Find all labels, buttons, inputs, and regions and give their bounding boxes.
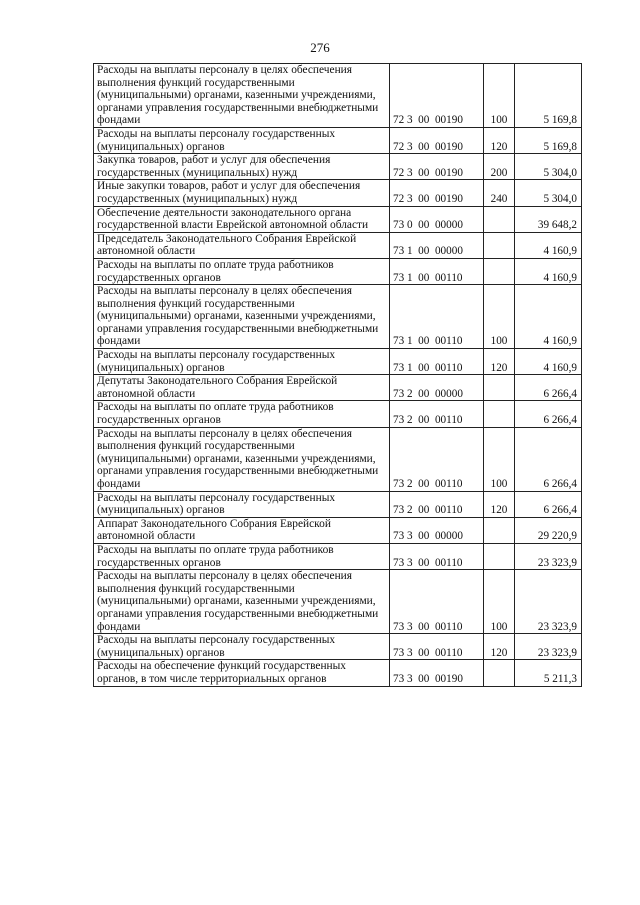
- row-expense-type: 100: [484, 285, 515, 349]
- table-row: [94, 401, 582, 427]
- row-amount: 39 648,2: [515, 206, 582, 232]
- row-amount: 5 169,8: [515, 64, 582, 128]
- row-expense-type: 120: [484, 349, 515, 375]
- row-amount: 4 160,9: [515, 258, 582, 284]
- row-classification-code: 72 3 00 00190: [390, 154, 484, 180]
- row-expense-type: [484, 232, 515, 258]
- row-description: Расходы на выплаты персоналу в целях обеспечения выполнения функций государственными (муниципальными) органами, казенными учреждениями, органами управления государственными внебюджетными фондами: [94, 570, 390, 634]
- row-amount: 4 160,9: [515, 285, 582, 349]
- row-expense-type: 200: [484, 154, 515, 180]
- row-classification-code: 73 1 00 00110: [390, 285, 484, 349]
- row-expense-type: [484, 543, 515, 569]
- row-classification-code: 73 3 00 00190: [390, 660, 484, 686]
- table-row: [94, 127, 582, 153]
- row-expense-type: [484, 517, 515, 543]
- row-description: Расходы на выплаты по оплате труда работников государственных органов: [94, 543, 390, 569]
- row-classification-code: 72 3 00 00190: [390, 180, 484, 206]
- row-description: Расходы на выплаты по оплате труда работников государственных органов: [94, 401, 390, 427]
- row-description: Председатель Законодательного Собрания Еврейской автономной области: [94, 232, 390, 258]
- row-amount: 23 323,9: [515, 570, 582, 634]
- row-expense-type: 240: [484, 180, 515, 206]
- row-expense-type: 120: [484, 127, 515, 153]
- row-amount: 23 323,9: [515, 543, 582, 569]
- row-classification-code: 73 3 00 00110: [390, 543, 484, 569]
- table-row: [94, 349, 582, 375]
- table-row: [94, 517, 582, 543]
- row-expense-type: 100: [484, 64, 515, 128]
- table-row: [94, 543, 582, 569]
- row-description: Расходы на обеспечение функций государственных органов, в том числе территориальных органов: [94, 660, 390, 686]
- row-amount: 6 266,4: [515, 491, 582, 517]
- row-classification-code: 73 1 00 00110: [390, 349, 484, 375]
- row-description: Закупка товаров, работ и услуг для обеспечения государственных (муниципальных) нужд: [94, 154, 390, 180]
- row-classification-code: 72 3 00 00190: [390, 127, 484, 153]
- table-row: [94, 427, 582, 491]
- row-amount: 4 160,9: [515, 349, 582, 375]
- row-amount: 4 160,9: [515, 232, 582, 258]
- row-classification-code: 73 3 00 00110: [390, 570, 484, 634]
- table-row: [94, 180, 582, 206]
- row-expense-type: [484, 401, 515, 427]
- row-description: Расходы на выплаты персоналу государственных (муниципальных) органов: [94, 634, 390, 660]
- row-description: Аппарат Законодательного Собрания Еврейской автономной области: [94, 517, 390, 543]
- table-row: [94, 491, 582, 517]
- row-amount: 5 169,8: [515, 127, 582, 153]
- row-classification-code: 73 2 00 00110: [390, 401, 484, 427]
- row-amount: 5 211,3: [515, 660, 582, 686]
- row-description: Расходы на выплаты персоналу государственных (муниципальных) органов: [94, 491, 390, 517]
- row-description: Расходы на выплаты персоналу в целях обеспечения выполнения функций государственными (муниципальными) органами, казенными учреждениями, органами управления государственными внебюджетными фондами: [94, 64, 390, 128]
- row-amount: 5 304,0: [515, 180, 582, 206]
- row-classification-code: 73 2 00 00110: [390, 427, 484, 491]
- row-description: Расходы на выплаты персоналу в целях обеспечения выполнения функций государственными (муниципальными) органами, казенными учреждениями, органами управления государственными внебюджетными фондами: [94, 285, 390, 349]
- row-expense-type: 120: [484, 634, 515, 660]
- table-row: [94, 206, 582, 232]
- table-row: [94, 660, 582, 686]
- table-row: [94, 232, 582, 258]
- row-amount: 6 266,4: [515, 375, 582, 401]
- row-expense-type: 100: [484, 570, 515, 634]
- row-amount: 6 266,4: [515, 401, 582, 427]
- table-row: [94, 375, 582, 401]
- row-description: Депутаты Законодательного Собрания Еврейской автономной области: [94, 375, 390, 401]
- row-amount: 23 323,9: [515, 634, 582, 660]
- row-classification-code: 72 3 00 00190: [390, 64, 484, 128]
- row-amount: 5 304,0: [515, 154, 582, 180]
- row-description: Расходы на выплаты персоналу государственных (муниципальных) органов: [94, 349, 390, 375]
- budget-table: [93, 63, 582, 687]
- row-expense-type: 100: [484, 427, 515, 491]
- row-expense-type: [484, 206, 515, 232]
- table-row: [94, 258, 582, 284]
- table-row: [94, 634, 582, 660]
- table-row: [94, 64, 582, 128]
- row-expense-type: [484, 375, 515, 401]
- budget-table-body: [94, 64, 582, 687]
- row-description: Иные закупки товаров, работ и услуг для обеспечения государственных (муниципальных) нужд: [94, 180, 390, 206]
- row-description: Обеспечение деятельности законодательного органа государственной власти Еврейской автономной области: [94, 206, 390, 232]
- page-number: 276: [310, 40, 330, 55]
- row-expense-type: [484, 660, 515, 686]
- row-amount: 29 220,9: [515, 517, 582, 543]
- row-classification-code: 73 3 00 00000: [390, 517, 484, 543]
- table-row: [94, 570, 582, 634]
- row-classification-code: 73 2 00 00110: [390, 491, 484, 517]
- row-description: Расходы на выплаты персоналу государственных (муниципальных) органов: [94, 127, 390, 153]
- row-expense-type: [484, 258, 515, 284]
- row-expense-type: 120: [484, 491, 515, 517]
- table-row: [94, 154, 582, 180]
- row-amount: 6 266,4: [515, 427, 582, 491]
- row-description: Расходы на выплаты персоналу в целях обеспечения выполнения функций государственными (муниципальными) органами, казенными учреждениями, органами управления государственными внебюджетными фондами: [94, 427, 390, 491]
- row-classification-code: 73 1 00 00000: [390, 232, 484, 258]
- row-description: Расходы на выплаты по оплате труда работников государственных органов: [94, 258, 390, 284]
- row-classification-code: 73 3 00 00110: [390, 634, 484, 660]
- table-row: [94, 285, 582, 349]
- row-classification-code: 73 1 00 00110: [390, 258, 484, 284]
- row-classification-code: 73 0 00 00000: [390, 206, 484, 232]
- row-classification-code: 73 2 00 00000: [390, 375, 484, 401]
